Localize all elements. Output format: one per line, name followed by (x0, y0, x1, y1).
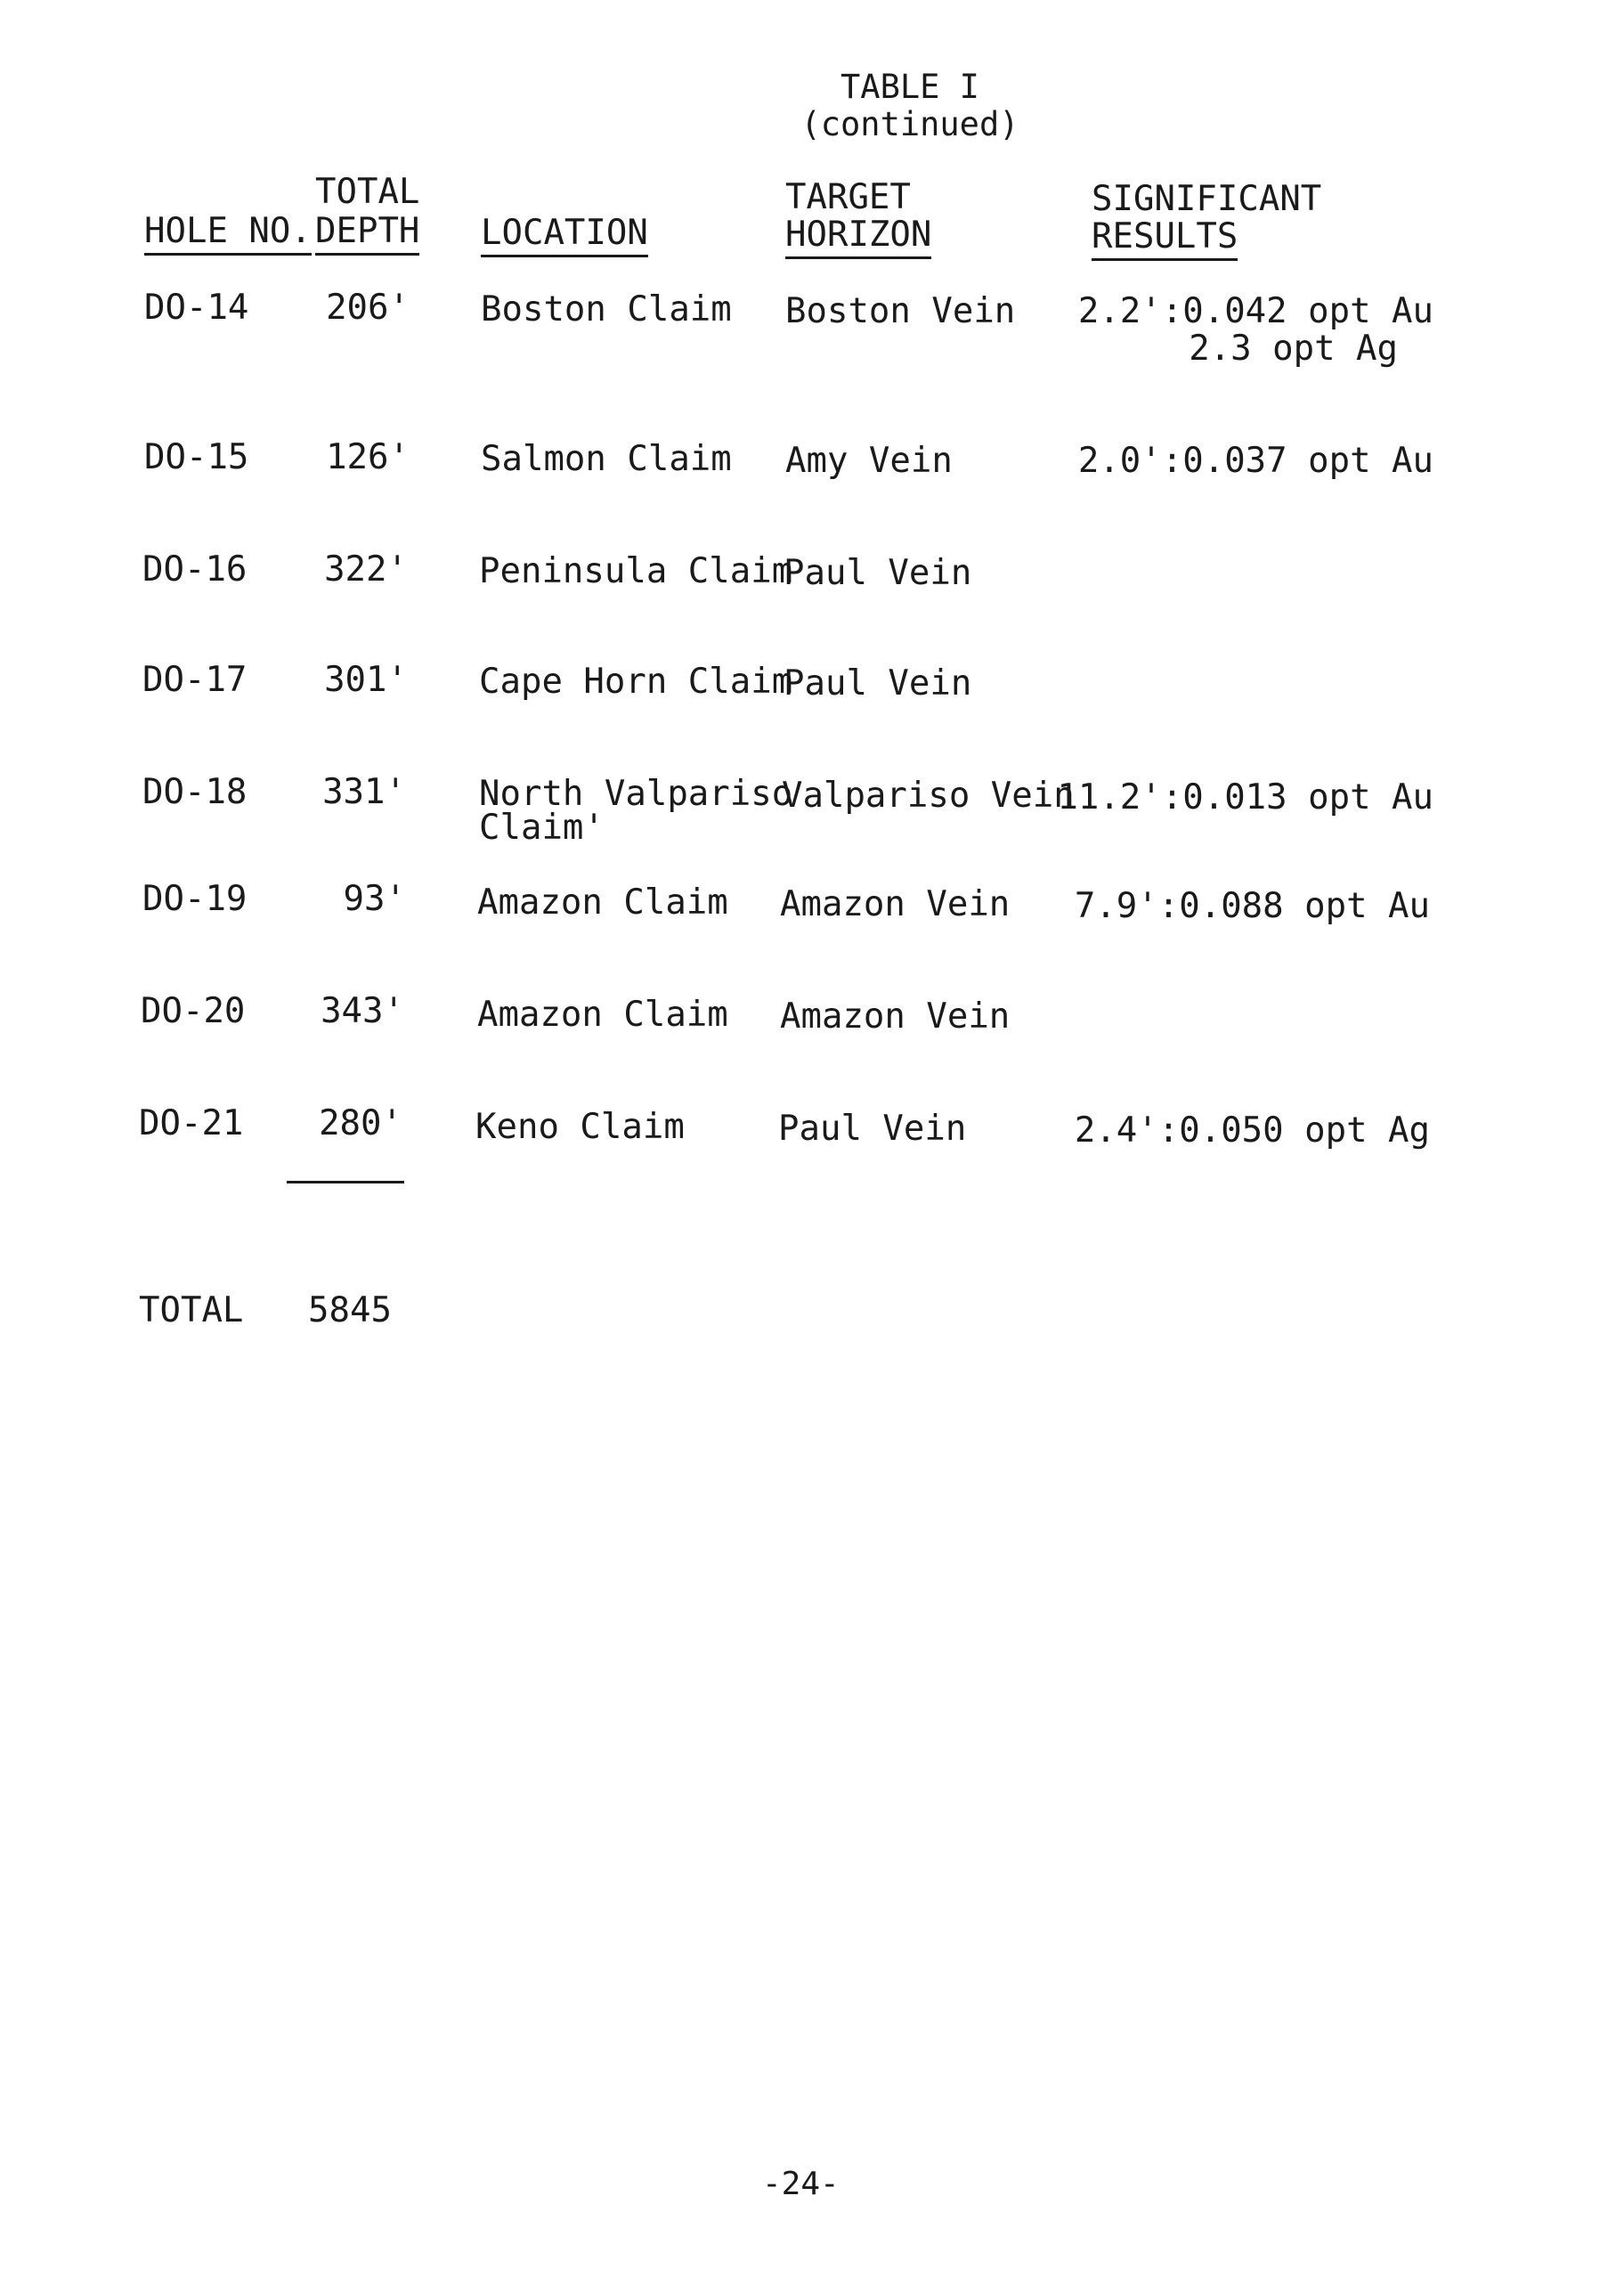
location-cell: Peninsula Claim (479, 551, 793, 591)
hole-no-cell: DO-17 (142, 660, 248, 700)
depth-cell: 331' (322, 772, 406, 812)
result-cell: 7.9':0.088 opt Au (1074, 886, 1430, 926)
table-title: TABLE I (840, 68, 979, 106)
location-cell: Boston Claim (481, 289, 732, 329)
depth-cell: 322' (324, 549, 408, 590)
hole-no-cell: DO-14 (144, 288, 249, 328)
location-cell: Keno Claim (475, 1107, 685, 1147)
depth-cell: 93' (343, 879, 406, 919)
table-subtitle: (continued) (800, 105, 1019, 143)
total-value: 5845 (308, 1290, 392, 1330)
target-cell: Paul Vein (784, 663, 972, 703)
target-cell: Paul Vein (778, 1109, 967, 1149)
hole-no-cell: DO-16 (142, 549, 248, 590)
target-cell: Boston Vein (785, 291, 1016, 331)
header-target: TARGET (785, 177, 911, 217)
header-location: LOCATION (481, 214, 648, 257)
page-number: -24- (762, 2166, 840, 2202)
location-cell: North Valpariso (479, 774, 793, 814)
depth-cell: 206' (326, 288, 410, 328)
location-cell: Cape Horn Claim (479, 662, 793, 702)
total-divider (287, 1181, 404, 1183)
header-hole-no: HOLE NO. (144, 212, 312, 256)
hole-no-cell: DO-20 (141, 991, 246, 1031)
header-total: TOTAL (315, 172, 420, 212)
hole-no-cell: DO-15 (144, 437, 249, 477)
header-significant: SIGNIFICANT (1092, 179, 1322, 219)
header-results: RESULTS (1092, 217, 1238, 261)
target-cell: Valpariso Vein (782, 776, 1075, 816)
depth-cell: 126' (326, 437, 410, 477)
result-cell-line2: 2.3 opt Ag (1189, 329, 1398, 369)
target-cell: Amy Vein (785, 441, 953, 481)
result-cell: 2.4':0.050 opt Ag (1074, 1110, 1430, 1151)
target-cell: Paul Vein (784, 553, 972, 593)
location-cell: Salmon Claim (481, 439, 732, 479)
header-depth: DEPTH (315, 212, 419, 256)
result-cell: 2.2':0.042 opt Au (1077, 291, 1433, 331)
hole-no-cell: DO-19 (142, 879, 248, 919)
target-cell: Amazon Vein (780, 884, 1011, 924)
result-cell: 2.0':0.037 opt Au (1077, 441, 1433, 481)
hole-no-cell: DO-18 (142, 772, 248, 812)
depth-cell: 280' (319, 1103, 402, 1143)
location-cell-line2: Claim' (479, 808, 605, 848)
header-horizon: HORIZON (785, 216, 931, 259)
location-cell: Amazon Claim (477, 995, 728, 1035)
target-cell: Amazon Vein (780, 996, 1011, 1037)
location-cell: Amazon Claim (477, 882, 728, 923)
result-cell: 11.2':0.013 opt Au (1057, 777, 1433, 817)
total-label: TOTAL (139, 1290, 244, 1330)
hole-no-cell: DO-21 (139, 1103, 244, 1143)
depth-cell: 301' (324, 660, 408, 700)
depth-cell: 343' (321, 991, 404, 1031)
